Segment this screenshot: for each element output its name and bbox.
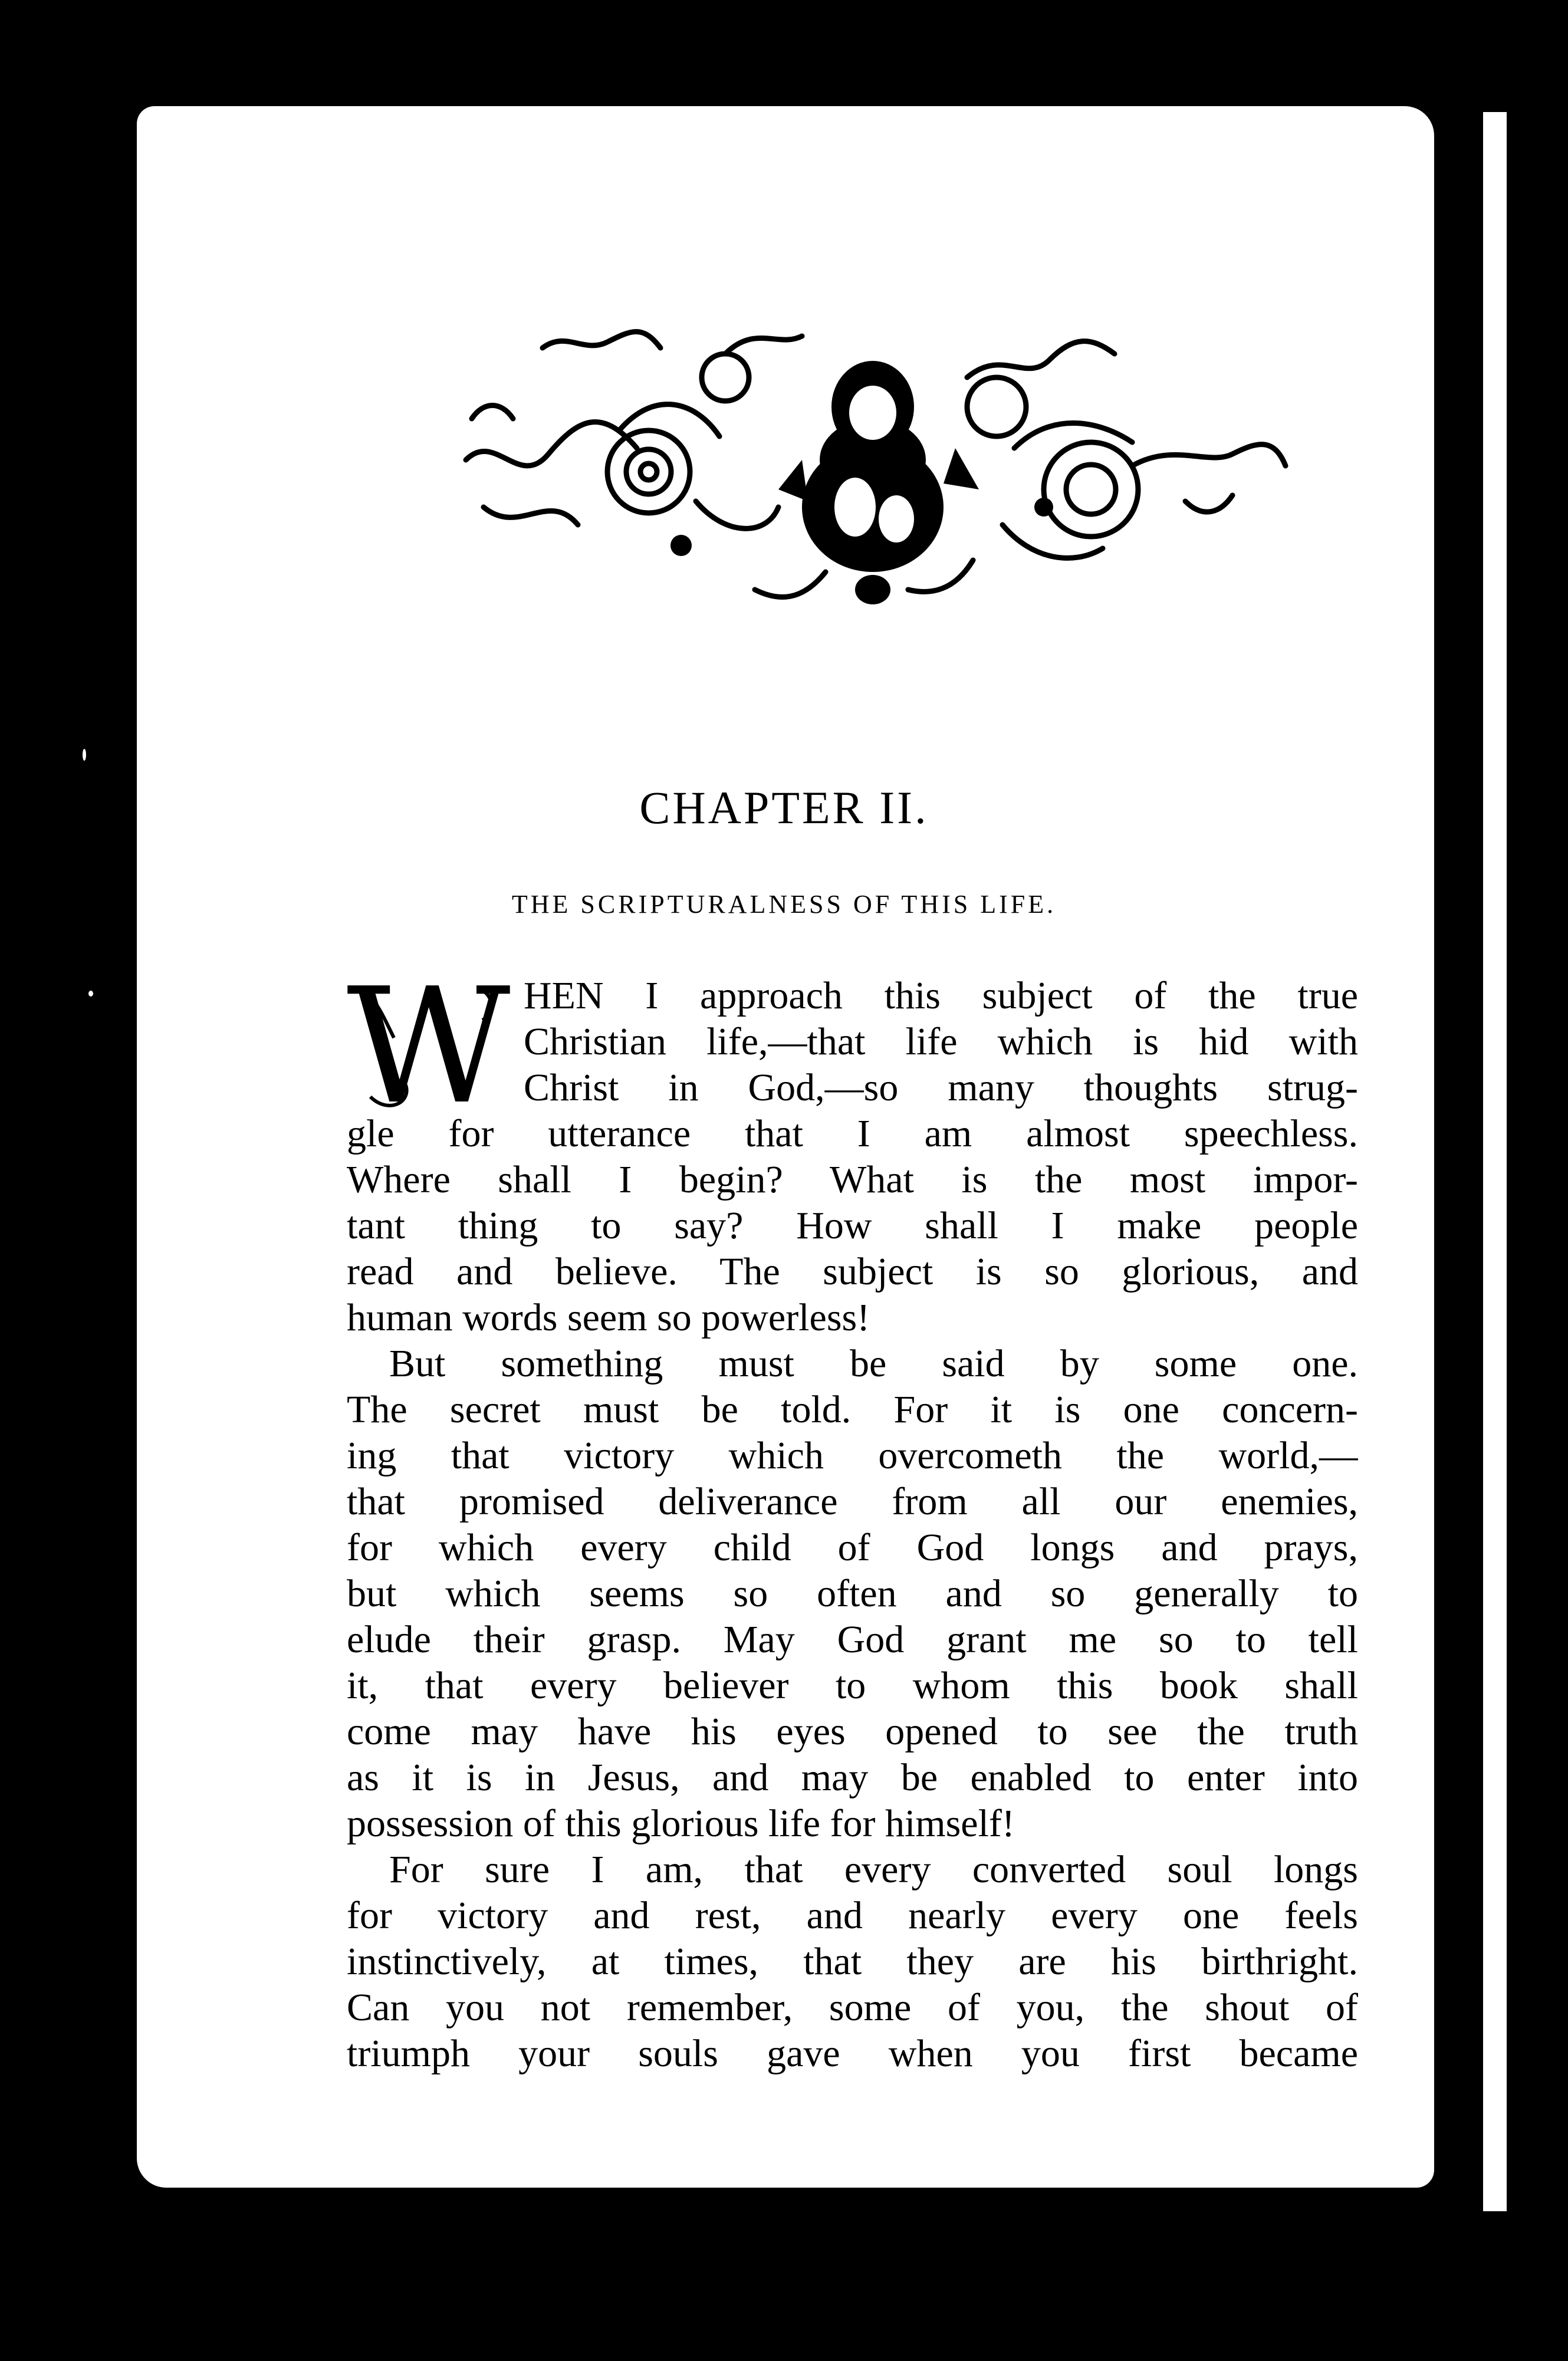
- text-line: that promised deliverance from all our enemies,: [347, 1480, 1358, 1523]
- text-line: The secret must be told. For it is one concern-: [347, 1388, 1358, 1431]
- scan-speck: [88, 991, 93, 997]
- text-line: elude their grasp. May God grant me so to tell: [347, 1618, 1358, 1661]
- scan-speck: [242, 1857, 245, 1868]
- text-line: Can you not remember, some of you, the shout of: [347, 1986, 1358, 2029]
- text-line: Where shall I begin? What is the most impor-: [347, 1158, 1358, 1201]
- text-line: as it is in Jesus, and may be enabled to enter into: [347, 1756, 1358, 1799]
- text-line: But something must be said by some one.: [389, 1342, 1358, 1385]
- body-text: [347, 973, 1358, 2077]
- text-line: it, that every believer to whom this book shall: [347, 1664, 1358, 1707]
- chapter-title: CHAPTER II.: [639, 782, 929, 833]
- text-line: for which every child of God longs and prays,: [347, 1526, 1358, 1569]
- text-line: tant thing to say? How shall I make people: [347, 1204, 1358, 1247]
- scan-speck: [83, 749, 86, 761]
- text-line: for victory and rest, and nearly every one feels: [347, 1894, 1358, 1937]
- text-line: come may have his eyes opened to see the truth: [347, 1710, 1358, 1753]
- text-line: HEN I approach this subject of the true: [524, 974, 1358, 1017]
- text-line: possession of this glorious life for himself!: [347, 1802, 1015, 1845]
- text-line: read and believe. The subject is so glorious, and: [347, 1250, 1358, 1293]
- text-line: gle for utterance that I am almost speechless.: [347, 1112, 1358, 1155]
- text-line: triumph your souls gave when you first became: [347, 2032, 1358, 2075]
- chapter-subtitle: THE SCRIPTURALNESS OF THIS LIFE.: [511, 890, 1057, 919]
- text-line: but which seems so often and so generally to: [347, 1572, 1358, 1615]
- text-line: Christian life,—that life which is hid with: [524, 1020, 1358, 1063]
- text-line: instinctively, at times, that they are his birthright.: [347, 1940, 1358, 1983]
- text-line: Christ in God,—so many thoughts strug-: [524, 1066, 1358, 1109]
- text-line: For sure I am, that every converted soul longs: [389, 1848, 1358, 1891]
- page-edge: [1483, 112, 1507, 2211]
- text-line: human words seem so powerless!: [347, 1296, 870, 1339]
- ornament-headpiece: [448, 313, 1297, 619]
- dropcap-letter: W: [347, 953, 511, 1139]
- text-line: ing that victory which overcometh the world,—: [347, 1434, 1358, 1477]
